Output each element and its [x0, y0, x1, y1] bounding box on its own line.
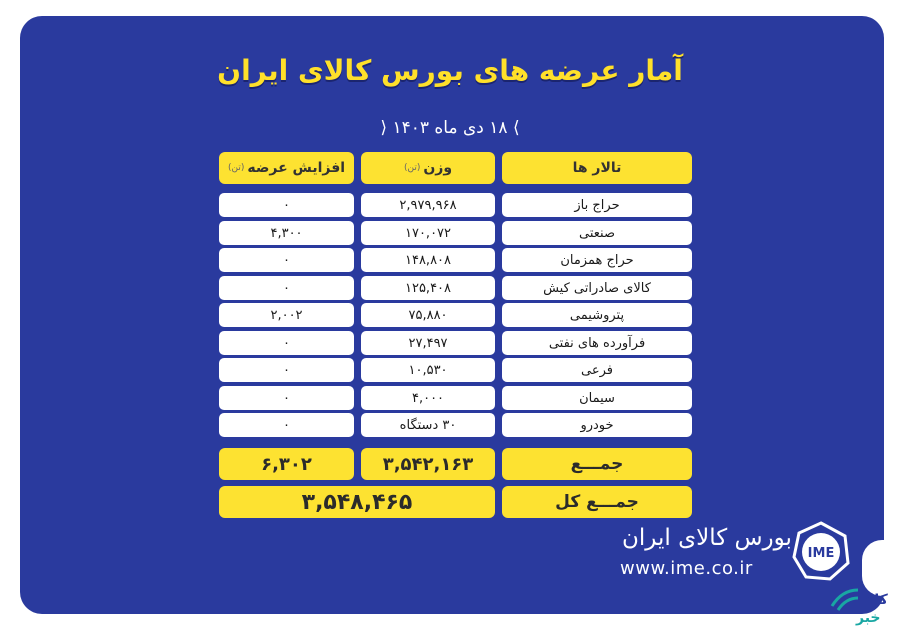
sum-label: جمـــع [502, 448, 692, 480]
report-date [0, 118, 900, 138]
row-increase: ۲,۰۰۲ [219, 303, 354, 327]
row-increase: ۴,۳۰۰ [219, 221, 354, 245]
row-weight: ۱۰,۵۳۰ [361, 358, 495, 382]
row-increase: ۰ [219, 413, 354, 437]
grand-total-value: ۳,۵۴۸,۴۶۵ [219, 486, 495, 518]
ime-logo-text: IME [807, 546, 835, 561]
row-hall-name: حراج همزمان [502, 248, 692, 272]
svg-text:خبر: خبر [856, 610, 881, 626]
header-increase: افزایش عرضه (تن) [219, 152, 354, 184]
sum-increase: ۶,۳۰۲ [219, 448, 354, 480]
row-increase: ۰ [219, 276, 354, 300]
row-hall-name: حراج باز [502, 193, 692, 217]
row-weight: ۱۲۵,۴۰۸ [361, 276, 495, 300]
grand-total-label: جمـــع کل [502, 486, 692, 518]
row-hall-name: فرعی [502, 358, 692, 382]
logo-url: www.ime.co.ir [620, 558, 753, 579]
row-hall-name: کالای صادراتی کیش [502, 276, 692, 300]
logo-name: بورس کالای ایران [622, 525, 792, 551]
row-increase: ۰ [219, 331, 354, 355]
row-hall-name: سیمان [502, 386, 692, 410]
row-weight: ۱۴۸,۸۰۸ [361, 248, 495, 272]
ime-logo-icon [790, 521, 852, 583]
row-increase: ۰ [219, 386, 354, 410]
row-hall-name: پتروشیمی [502, 303, 692, 327]
date-text: ۱۸ دی ماه ۱۴۰۳ [392, 118, 508, 138]
header-weight: وزن (تن) [361, 152, 495, 184]
sum-weight: ۳,۵۴۲,۱۶۳ [361, 448, 495, 480]
header-halls: تالار ها [502, 152, 692, 184]
row-weight: ۲۷,۴۹۷ [361, 331, 495, 355]
row-increase: ۰ [219, 248, 354, 272]
date-bracket-left: ⟨ [380, 118, 388, 138]
kala-khabar-logo-icon [828, 576, 894, 626]
row-hall-name: فرآورده های نفتی [502, 331, 692, 355]
date-bracket-right: ⟩ [512, 118, 520, 138]
page-title: آمار عرضه های بورس کالای ایران [217, 54, 683, 87]
row-weight: ۷۵,۸۸۰ [361, 303, 495, 327]
row-weight: ۴,۰۰۰ [361, 386, 495, 410]
row-hall-name: خودرو [502, 413, 692, 437]
row-increase: ۰ [219, 358, 354, 382]
row-increase: ۰ [219, 193, 354, 217]
row-weight: ۳۰ دستگاه [361, 413, 495, 437]
row-weight: ۱۷۰,۰۷۲ [361, 221, 495, 245]
row-weight: ۲,۹۷۹,۹۶۸ [361, 193, 495, 217]
svg-text:کالا: کالا [864, 592, 888, 608]
row-hall-name: صنعتی [502, 221, 692, 245]
